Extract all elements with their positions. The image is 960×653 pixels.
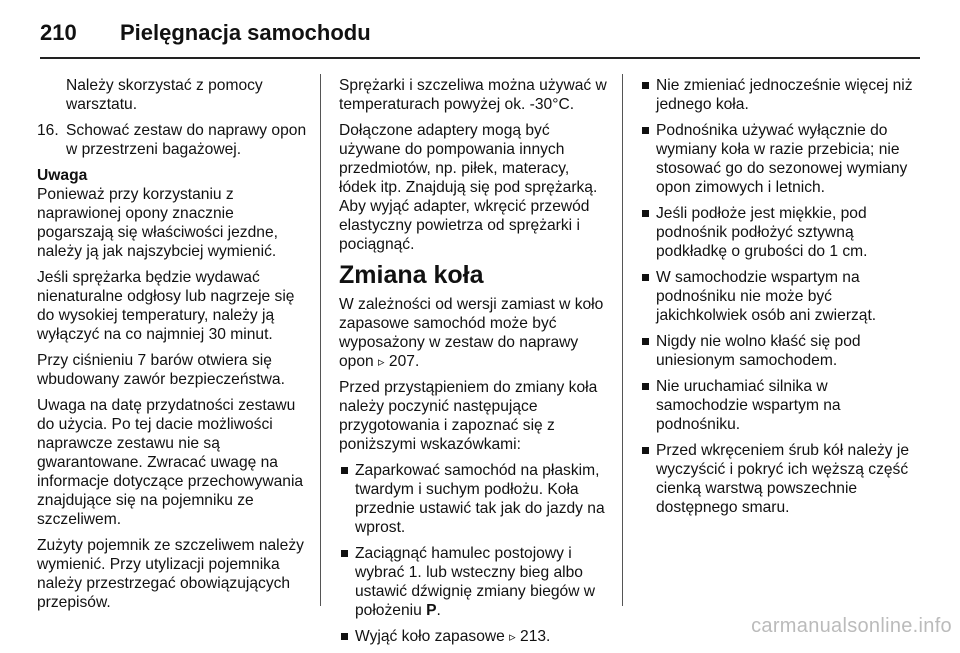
list-item: [640, 268, 920, 325]
list-item: [640, 76, 920, 114]
column-2: [339, 76, 607, 653]
gear-position-label: P: [426, 602, 437, 619]
list-item-text: Nie zmieniać jednocześnie więcej niż jednego koła.: [656, 77, 913, 113]
bullet-square-icon: [642, 274, 649, 281]
paragraph-adapters: Dołączone adaptery mogą być używane do pompowania innych przedmiotów, np. piłek, materacy, łódek itp. Znajdują się pod sprężarką. Aby wyjąć adapter, wkręcić przewód elastyczny powietrza od sprężarki i pociągnąć.: [339, 122, 598, 253]
list-item-text: Zaparkować samochód na płaskim, twardym i suchym podłożu. Koła przednie ustawić tak jak do jazdy na wprost.: [355, 462, 605, 536]
list-item-text: Wyjąć koło zapasowe: [355, 628, 505, 645]
list-item: [640, 121, 920, 197]
bullet-square-icon: [341, 467, 348, 474]
bullet-square-icon: [642, 383, 649, 390]
list-item: [640, 332, 920, 370]
note-block: [37, 166, 307, 612]
step-16: [37, 121, 307, 159]
list-item-text: Podnośnika używać wyłącznie do wymiany koła w razie przebicia; nie stosować go do sezonowej wymiany opon zimowych i letnich.: [656, 122, 908, 196]
list-item: [339, 627, 607, 646]
note-paragraph-3: Przy ciśnieniu 7 barów otwiera się wbudowany zawór bezpieczeństwa.: [37, 352, 285, 388]
reference-arrow-icon: ▹: [378, 354, 385, 369]
bullet-square-icon: [642, 447, 649, 454]
list-item-end: .: [436, 602, 441, 619]
page-number: 210: [40, 20, 77, 45]
column-divider-2: [622, 74, 623, 606]
note-paragraph-4: Uwaga na datę przydatności zestawu do użycia. Po tej dacie możliwości naprawcze zestawu nie są gwarantowane. Zwracać uwagę na informacje dotyczące przechowywania znajdujące się na pojemniku ze szczeliwem.: [37, 397, 304, 528]
list-item: [339, 544, 607, 620]
watermark: carmanualsonline.info: [751, 615, 952, 637]
list-item-text: Jeśli podłoże jest miękkie, pod podnośnik podłożyć sztywną podkładkę o grubości do 1 cm.: [656, 205, 868, 260]
column-1: [37, 76, 307, 619]
section-heading: Zmiana koła: [339, 261, 484, 289]
note-paragraph-2: Jeśli sprężarka będzie wydawać nienaturalne odgłosy lub nagrzeje się do wysokiej temperatury, należy ją wyłączyć na co najmniej 30 minut.: [37, 269, 295, 343]
note-title: Uwaga: [37, 167, 88, 184]
list-item-text: W samochodzie wspartym na podnośniku nie może być jakichkolwiek osób ani zwierząt.: [656, 269, 877, 324]
list-item-text: Nigdy nie wolno kłaść się pod uniesionym samochodem.: [656, 333, 861, 369]
list-item: [640, 377, 920, 434]
list-item: [640, 441, 920, 517]
list-item-text: Przed wkręceniem śrub kół należy je wyczyścić i pokryć ich węższą część cienką warstwą powszechnie dostępnego smaru.: [656, 442, 910, 516]
bullet-square-icon: [341, 633, 348, 640]
reference-arrow-icon: ▹: [509, 629, 516, 644]
page-header: [40, 14, 920, 50]
note-paragraph-1: Ponieważ przy korzystaniu z naprawionej opony znacznie pogarszają się właściwości jezdne, należy ją jak najszybciej wymienić.: [37, 186, 278, 260]
page-title: Pielęgnacja samochodu: [120, 20, 371, 45]
header-rule: [40, 57, 920, 59]
list-item: [640, 204, 920, 261]
list-item-text: Nie uruchamiać silnika w samochodzie wspartym na podnośniku.: [656, 378, 841, 433]
bullet-square-icon: [341, 550, 348, 557]
continued-text: Należy skorzystać z pomocy warsztatu.: [66, 77, 263, 113]
step-number: 16.: [37, 122, 59, 139]
bullet-square-icon: [642, 338, 649, 345]
step-text: Schować zestaw do naprawy opon w przestrzeni bagażowej.: [66, 122, 307, 158]
page-reference-link[interactable]: 213.: [520, 628, 551, 645]
column-3: [640, 76, 920, 524]
list-item: [339, 461, 607, 537]
paragraph-preparation: Przed przystąpieniem do zmiany koła należy poczynić następujące przygotowania i zapoznać się z poniższymi wskazówkami:: [339, 379, 598, 453]
list-item-text: Zaciągnąć hamulec postojowy i wybrać 1. lub wsteczny bieg albo ustawić dźwignię zmiany biegów w położeniu: [355, 545, 596, 619]
note-paragraph-5: Zużyty pojemnik ze szczeliwem należy wymienić. Przy utylizacji pojemnika należy przestrzegać obowiązujących przepisów.: [37, 537, 304, 611]
paragraph-version: [339, 295, 607, 371]
column-divider-1: [320, 74, 321, 606]
page-reference-link[interactable]: 207.: [388, 353, 420, 370]
bullet-square-icon: [642, 82, 649, 89]
bullet-square-icon: [642, 210, 649, 217]
bullet-square-icon: [642, 127, 649, 134]
paragraph-temperature: Sprężarki i szczeliwa można używać w temperaturach powyżej ok. -30°C.: [339, 77, 607, 113]
paragraph-version-text: W zależności od wersji zamiast w koło zapasowe samochód może być wyposażony w zestaw do naprawy opon: [339, 296, 604, 370]
